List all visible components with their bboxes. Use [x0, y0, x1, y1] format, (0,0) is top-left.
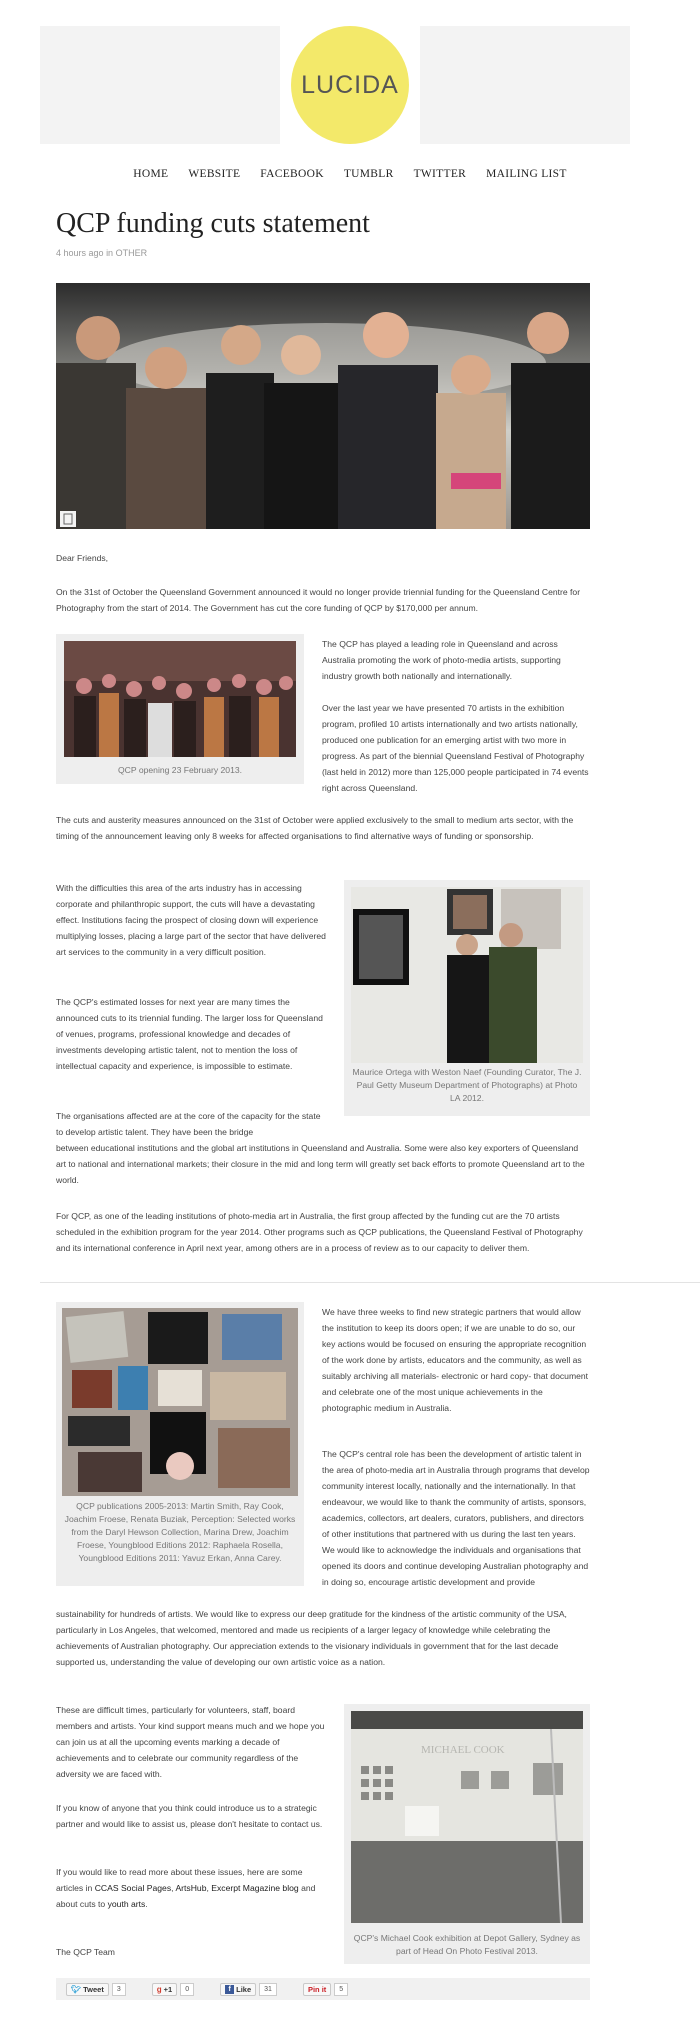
post-category-link[interactable]: OTHER: [115, 248, 148, 258]
tweet-share: [66, 1983, 126, 1996]
paragraph: The QCP's estimated losses for next year are many times the announced cuts to its triennial funding. The larger loss for Queensland of venues, programs, professional knowledge and decades of investments developing artistic talent, not to mention the loss of intellectual capacity and experience, is impossible to estimate.: [56, 997, 323, 1071]
nav-website[interactable]: WEBSITE: [188, 168, 241, 180]
paragraph: If you know of anyone that you think could introduce us to a strategic partner and would like to assist us, please don't hesitate to contact us.: [56, 1803, 323, 1829]
paragraph: For QCP, as one of the leading institutions of photo-media art in Australia, the first group affected by the funding cut are the 70 artists scheduled in the exhibition program for the year 2014. Other programs such as QCP publications, the Queensland Festival of Photography and its international conference in April next year, among others are in a process of review as to our capacity to deliver them.: [56, 1211, 583, 1253]
greeting: Dear Friends,: [56, 553, 109, 563]
paragraph: We have three weeks to find new strategic partners that would allow the institution to keep its doors open; if we are unable to do so, our key actions would be focused on ensuring the appropriate recognition of the work done by artists, educators and the community, as well as suitably archiving all materials- electronic or hard copy- that document and celebrate one of the most unique achievements in the photographic medium in Australia.: [322, 1307, 589, 1413]
gplus-count: 0: [180, 1983, 194, 1996]
gplus-label: +1: [163, 1984, 173, 1994]
link-excerpt[interactable]: Excerpt Magazine blog: [211, 1883, 299, 1893]
caption-michael-cook: QCP's Michael Cook exhibition at Depot Gallery, Sydney as part of Head On Photo Festival 2013.: [353, 1933, 581, 1956]
opening-crowd-photo: [64, 641, 296, 757]
nav-facebook[interactable]: FACEBOOK: [260, 168, 324, 180]
tweet-label: Tweet: [83, 1984, 104, 1994]
michael-cook-photo: [351, 1711, 583, 1923]
share-bar: [56, 1978, 590, 2000]
post-in: in: [106, 248, 114, 258]
nav-tumblr[interactable]: TUMBLR: [343, 168, 394, 180]
articles-mid: and about cuts to: [56, 1883, 316, 1909]
like-count: 31: [259, 1983, 277, 1996]
publications-photo: [62, 1308, 298, 1496]
nav-home[interactable]: HOME: [133, 168, 169, 180]
gplus-icon: g: [156, 1984, 162, 1994]
caption-opening: QCP opening 23 February 2013.: [117, 765, 243, 775]
photo-la-photo: [351, 887, 583, 1063]
caption-photo-la: Maurice Ortega with Weston Naef (Founding Curator, The J. Paul Getty Museum Department of Photographs) at Photo LA 2012.: [352, 1067, 582, 1103]
divider: [40, 1282, 700, 1283]
facebook-like: [220, 1983, 277, 1996]
caption-publications: QCP publications 2005-2013: Martin Smith, Ray Cook, Joachim Froese, Renata Buziak, Perception: Selected works from the Daryl Hewson Collection, Marina Drew, Joachim Froese, Youngblood Editions 2012: Raphaela Rosella, Youngblood Editions 2011: Yavuz Erkan, Anna Carey.: [64, 1501, 296, 1563]
site-logo[interactable]: [291, 26, 409, 144]
paragraph: With the difficulties this area of the arts industry has in accessing corporate and philanthropic support, the cuts will have a devastating effect. Institutions facing the prospect of closing down will experience multiplying losses, placing a large part of the sector that have delivered art services to the community in a very difficult position.: [56, 883, 326, 957]
pinterest-share: [303, 1983, 348, 1996]
post-meta: [56, 248, 147, 258]
header-banner-right: [420, 26, 630, 144]
hero-photo: [56, 283, 590, 529]
articles-intro: If you would like to read more about these issues, here are some articles in: [56, 1867, 303, 1893]
tweet-button[interactable]: [66, 1983, 109, 1996]
paragraph: Over the last year we have presented 70 artists in the exhibition program, profiled 10 artists internationally and two artists nationally, produced one publication for an emerging artist with two more in progress. As part of the biennial Queensland Festival of Photography (last held in 2012) more than 125,000 people participated in 74 events right across Queensland.: [322, 703, 589, 793]
paragraph-articles: If you would like to read more about these issues, here are some articles in CCAS Social Pages, ArtsHub, Excerpt Magazine blog and about cuts to youth arts.: [56, 1867, 316, 1909]
paragraph: The organisations affected are at the core of the capacity for the state to develop artistic talent. They have been the bridge: [56, 1111, 321, 1137]
gplus-share: [152, 1983, 194, 1996]
paragraph: The cuts and austerity measures announced on the 31st of October were applied exclusively to the small to medium arts sector, with the timing of the announcement leaving only 8 weeks for affected organisations to find alternative ways of funding or sponsorship.: [56, 815, 574, 841]
header-banner-left: [40, 26, 280, 144]
paragraph: between educational institutions and the global art institutions in Queensland and Australia. Some were also key exporters of Queensland art to national and international markets; their closure in the mid and long term will greatly set back efforts to promote Queensland art to the world.: [56, 1143, 585, 1185]
paragraph: The QCP's central role has been the development of artistic talent in the area of photo-media art in Australia through programs that develop community interest locally, nationally and the internationally. In that endeavour, we would like to thank the community of artists, sponsors, academics, collectors, art dealers, curators, publishers, and directors of other institutions that partnered with us during the last ten years. We would like to acknowledge the individuals and organisations that opened its doors and continue developing Australian photography and in doing so, encourage artistic development and provide: [322, 1449, 590, 1587]
post-time: 4 hours ago: [56, 248, 104, 258]
gallery-wall-text: MICHAEL COOK: [421, 1744, 505, 1756]
facebook-like-button[interactable]: [220, 1983, 256, 1996]
paragraph: The QCP has played a leading role in Queensland and across Australia promoting the work of photo-media artists, supporting industry growth both nationally and internationally.: [322, 639, 561, 681]
facebook-icon: f: [225, 1985, 234, 1994]
paragraph: On the 31st of October the Queensland Government announced it would no longer provide triennial funding for the Queensland Centre for Photography from the start of 2014. The Government has cut the core funding of QCP by $170,000 per annum.: [56, 587, 581, 613]
link-artshub[interactable]: ArtsHub: [175, 1883, 207, 1893]
link-ccas[interactable]: CCAS Social Pages: [94, 1883, 172, 1893]
pin-count: 5: [334, 1983, 348, 1996]
nav-mailing-list[interactable]: MAILING LIST: [486, 168, 567, 180]
paragraph: sustainability for hundreds of artists. We would like to express our deep gratitude for the kindness of the artistic community of the USA, particularly in Los Angeles, that welcomed, mentored and made us recipients of a larger legacy of knowledge while celebrating the achievements of Australian photography. Our appreciation extends to the visionary individuals in government that for the last decade supported us, understanding the value of developing our own artistic voice as a nation.: [56, 1609, 567, 1667]
nav-twitter[interactable]: TWITTER: [413, 168, 467, 180]
gplus-button[interactable]: [152, 1983, 177, 1996]
post-title[interactable]: QCP funding cuts statement: [56, 208, 370, 239]
link-youth-arts[interactable]: youth arts: [107, 1899, 146, 1909]
like-label: Like: [236, 1984, 252, 1994]
main-nav: [0, 168, 700, 180]
pin-it-button[interactable]: Pin it: [303, 1983, 331, 1996]
site-logo-text: LUCIDA: [301, 70, 399, 99]
paragraph: These are difficult times, particularly for volunteers, staff, board members and artists. Your kind support means much and we hope you can join us at all the upcoming events marking a decade of achievements and to celebrate our community regardless of the adversity we are faced with.: [56, 1705, 325, 1779]
twitter-bird-icon: 🐦︎: [71, 1984, 82, 1994]
tweet-count: 3: [112, 1983, 126, 1996]
signature: The QCP Team: [56, 1947, 115, 1957]
